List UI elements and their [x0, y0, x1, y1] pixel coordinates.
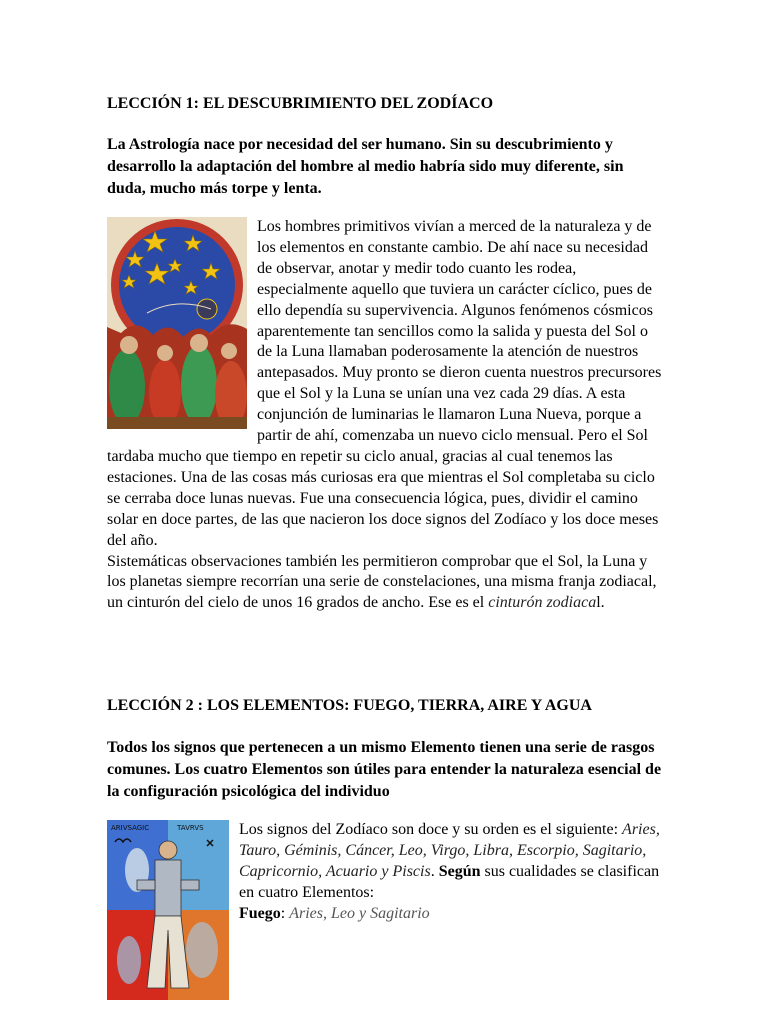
lesson1-paragraph-2-end: l. [596, 594, 605, 612]
signs-intro: Los signos del Zodíaco son doce y su orden es el siguiente: [239, 821, 623, 838]
cinturon-zodiacal-term: cinturón zodiaca [488, 594, 597, 612]
lesson1-paragraph-2-text: Sistemáticas observaciones también les permitieron comprobar que el Sol, la Luna y los planetas siempre recorrían una serie de constelaciones, una misma franja zodiacal, un cinturón del cielo de unos 16 grados de ancho. Ese es el [107, 552, 657, 612]
signs-list: Aries, Tauro, Géminis, Cáncer, Leo, Virgo, Libra, Escorpio, Sagitario, Capricornio, Acuario y Piscis [239, 821, 660, 880]
fire-label: Fuego [239, 904, 281, 922]
lesson1-lead: La Astrología nace por necesidad del ser humano. Sin su descubrimiento y desarrollo la adaptación del hombre al medio habría sido muy diferente, sin duda, mucho más torpe y lenta. [107, 136, 624, 197]
lesson1-paragraph-2 [107, 552, 667, 615]
fire-colon: : [280, 904, 290, 922]
lesson1-body [107, 217, 667, 614]
segun-word: Según [438, 862, 481, 880]
lesson2-lead: Todos los signos que pertenecen a un mismo Elemento tienen una serie de rasgos comunes. Los cuatro Elementos son útiles para entender la naturaleza esencial de la configuración psicológica del individuo [107, 739, 662, 800]
elements-illustration [107, 820, 229, 1000]
taurus-label: TAVRVS [177, 824, 204, 832]
lesson2-body [107, 820, 662, 1000]
lesson2-title: LECCIÓN 2 : LOS ELEMENTOS: FUEGO, TIERRA, AIRE Y AGUA [107, 697, 592, 714]
lesson1-title: LECCIÓN 1: EL DESCUBRIMIENTO DEL ZODÍACO [107, 95, 494, 112]
fire-signs: Aries, Leo y Sagitario [289, 904, 430, 922]
classify-text: sus cualidades se clasifican en cuatro Elementos: [239, 862, 660, 901]
signs-period: . [430, 862, 439, 880]
aries-label: ARIVSAGIC [111, 824, 150, 832]
astronomers-illustration [107, 217, 247, 429]
lesson1-paragraph-1: Los hombres primitivos vivían a merced de la naturaleza y de los elementos en constante cambio. De ahí nace su necesidad de observar, anotar y medir todo cuanto les rodea, especialmente aquello que tuviera un carácter cíclico, pues de ello dependía su supervivencia. Algunos fenómenos cósmicos aparentemente tan sencillos como la salida y puesta del Sol o de la Luna llamaban poderosamente la atención de nuestros antepasados. Muy pronto se dieron cuenta nuestros precursores que el Sol y la Luna se unían una vez cada 29 días. A esta conjunción de luminarias le llamaron Luna Nueva, porque a partir de ahí, comenzaba un nuevo ciclo mensual. Pero el Sol tardaba mucho que tiempo en repetir su ciclo anual, gracias al cual tenemos las estaciones. Una de las cosas más curiosas era que mientras el Sol completaba su ciclo se cerraba doce lunas nuevas. Fue una consecuencia lógica, pues, dividir el camino solar en doce partes, de las que nacieron los doce signos del Zodíaco y los doce meses del año. [107, 218, 662, 549]
